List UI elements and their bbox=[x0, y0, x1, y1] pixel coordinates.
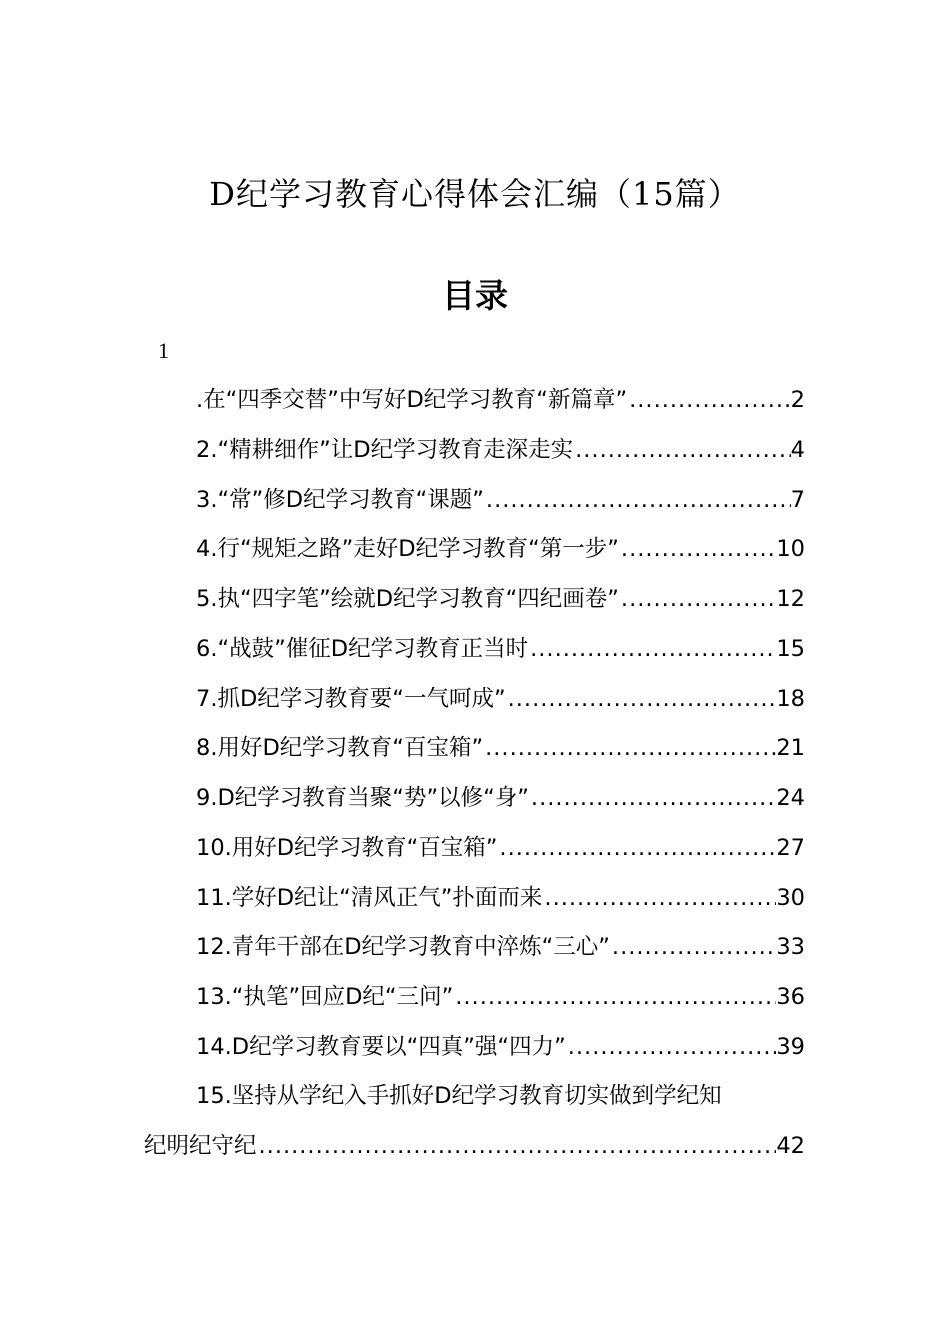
toc-leader-dots bbox=[528, 632, 776, 666]
toc-entry[interactable] bbox=[196, 831, 805, 865]
toc-leader-dots bbox=[619, 582, 776, 616]
toc-entry-page: 24 bbox=[776, 785, 805, 811]
toc-entry[interactable] bbox=[196, 433, 805, 467]
toc-entry-title: 8.用好D纪学习教育“百宝箱” bbox=[196, 735, 484, 761]
toc-entry-title: 纪明纪守纪 bbox=[144, 1133, 257, 1159]
toc-entry-title: .在“四季交替”中写好D纪学习教育“新篇章” bbox=[196, 387, 628, 413]
toc-entry-page: 18 bbox=[776, 686, 805, 712]
toc-entry-page: 2 bbox=[790, 387, 805, 413]
toc-entry[interactable] bbox=[196, 930, 805, 964]
toc-entry-title: 7.抓D纪学习教育要“一气呵成” bbox=[196, 686, 506, 712]
toc-entry[interactable] bbox=[196, 632, 805, 666]
toc-leader-dots bbox=[610, 930, 776, 964]
toc-entry-page: 10 bbox=[776, 536, 805, 562]
toc-entry-page: 39 bbox=[776, 1034, 805, 1060]
toc-entry[interactable] bbox=[196, 731, 805, 765]
toc-entry[interactable] bbox=[196, 582, 805, 616]
toc-entry[interactable] bbox=[196, 881, 805, 915]
toc-entry-page: 36 bbox=[776, 984, 805, 1010]
toc-entry[interactable] bbox=[196, 483, 805, 517]
toc-entry-title: 12.青年干部在D纪学习教育中淬炼“三心” bbox=[196, 934, 610, 960]
toc-entry-title: 14.D纪学习教育要以“四真”强“四力” bbox=[196, 1034, 566, 1060]
toc-leader-dots bbox=[529, 781, 776, 815]
toc-leader-dots bbox=[453, 980, 776, 1014]
toc-leader-dots bbox=[573, 433, 791, 467]
toc-leader-dots bbox=[566, 1030, 777, 1064]
toc-entry-title: 3.“常”修D纪学习教育“课题” bbox=[196, 487, 484, 513]
toc-entry-last-line1[interactable]: 15.坚持从学纪入手抓好D纪学习教育切实做到学纪知 bbox=[196, 1083, 722, 1109]
toc-leader-dots bbox=[257, 1129, 777, 1163]
toc-entry[interactable] bbox=[196, 682, 805, 716]
toc-entry-title: 5.执“四字笔”绘就D纪学习教育“四纪画卷” bbox=[196, 586, 619, 612]
toc-entry-title: 13.“执笔”回应D纪“三问” bbox=[196, 984, 454, 1010]
toc-entry[interactable] bbox=[196, 532, 805, 566]
toc-entry-page: 42 bbox=[776, 1133, 805, 1159]
toc-leader-dots bbox=[619, 532, 776, 566]
toc-entry-page: 33 bbox=[776, 934, 805, 960]
toc-entry-title: 11.学好D纪让“清风正气”扑面而来 bbox=[196, 885, 543, 911]
toc-entry-page: 4 bbox=[790, 437, 805, 463]
toc-entry-page: 7 bbox=[790, 487, 805, 513]
toc-entry-page: 30 bbox=[776, 885, 805, 911]
toc-entry-page: 15 bbox=[776, 636, 805, 662]
toc-entry-title: 4.行“规矩之路”走好D纪学习教育“第一步” bbox=[196, 536, 619, 562]
toc-entry-title: 6.“战鼓”催征D纪学习教育正当时 bbox=[196, 636, 529, 662]
toc-entry-page: 12 bbox=[776, 586, 805, 612]
toc-entry-page: 21 bbox=[776, 735, 805, 761]
toc-heading: 目录 bbox=[442, 276, 508, 315]
toc-entry-title: 2.“精耕细作”让D纪学习教育走深走实 bbox=[196, 437, 574, 463]
toc-leader-dots bbox=[542, 881, 776, 915]
toc-entry-title: 10.用好D纪学习教育“百宝箱” bbox=[196, 835, 498, 861]
toc-entry-title: 9.D纪学习教育当聚“势”以修“身” bbox=[196, 785, 529, 811]
toc-entry[interactable] bbox=[196, 383, 805, 417]
document-title: D纪学习教育心得体会汇编（15篇） bbox=[209, 175, 741, 213]
stray-number: 1 bbox=[158, 338, 169, 363]
toc-entry[interactable] bbox=[196, 781, 805, 815]
toc-entry-page: 27 bbox=[776, 835, 805, 861]
toc-leader-dots bbox=[506, 682, 777, 716]
toc-leader-dots bbox=[484, 483, 791, 517]
toc-leader-dots bbox=[497, 831, 776, 865]
toc-entry[interactable] bbox=[196, 1030, 805, 1064]
toc-leader-dots bbox=[627, 383, 791, 417]
toc-entry[interactable] bbox=[196, 980, 805, 1014]
toc-entry-last-line2[interactable] bbox=[144, 1129, 805, 1163]
toc-leader-dots bbox=[483, 731, 776, 765]
